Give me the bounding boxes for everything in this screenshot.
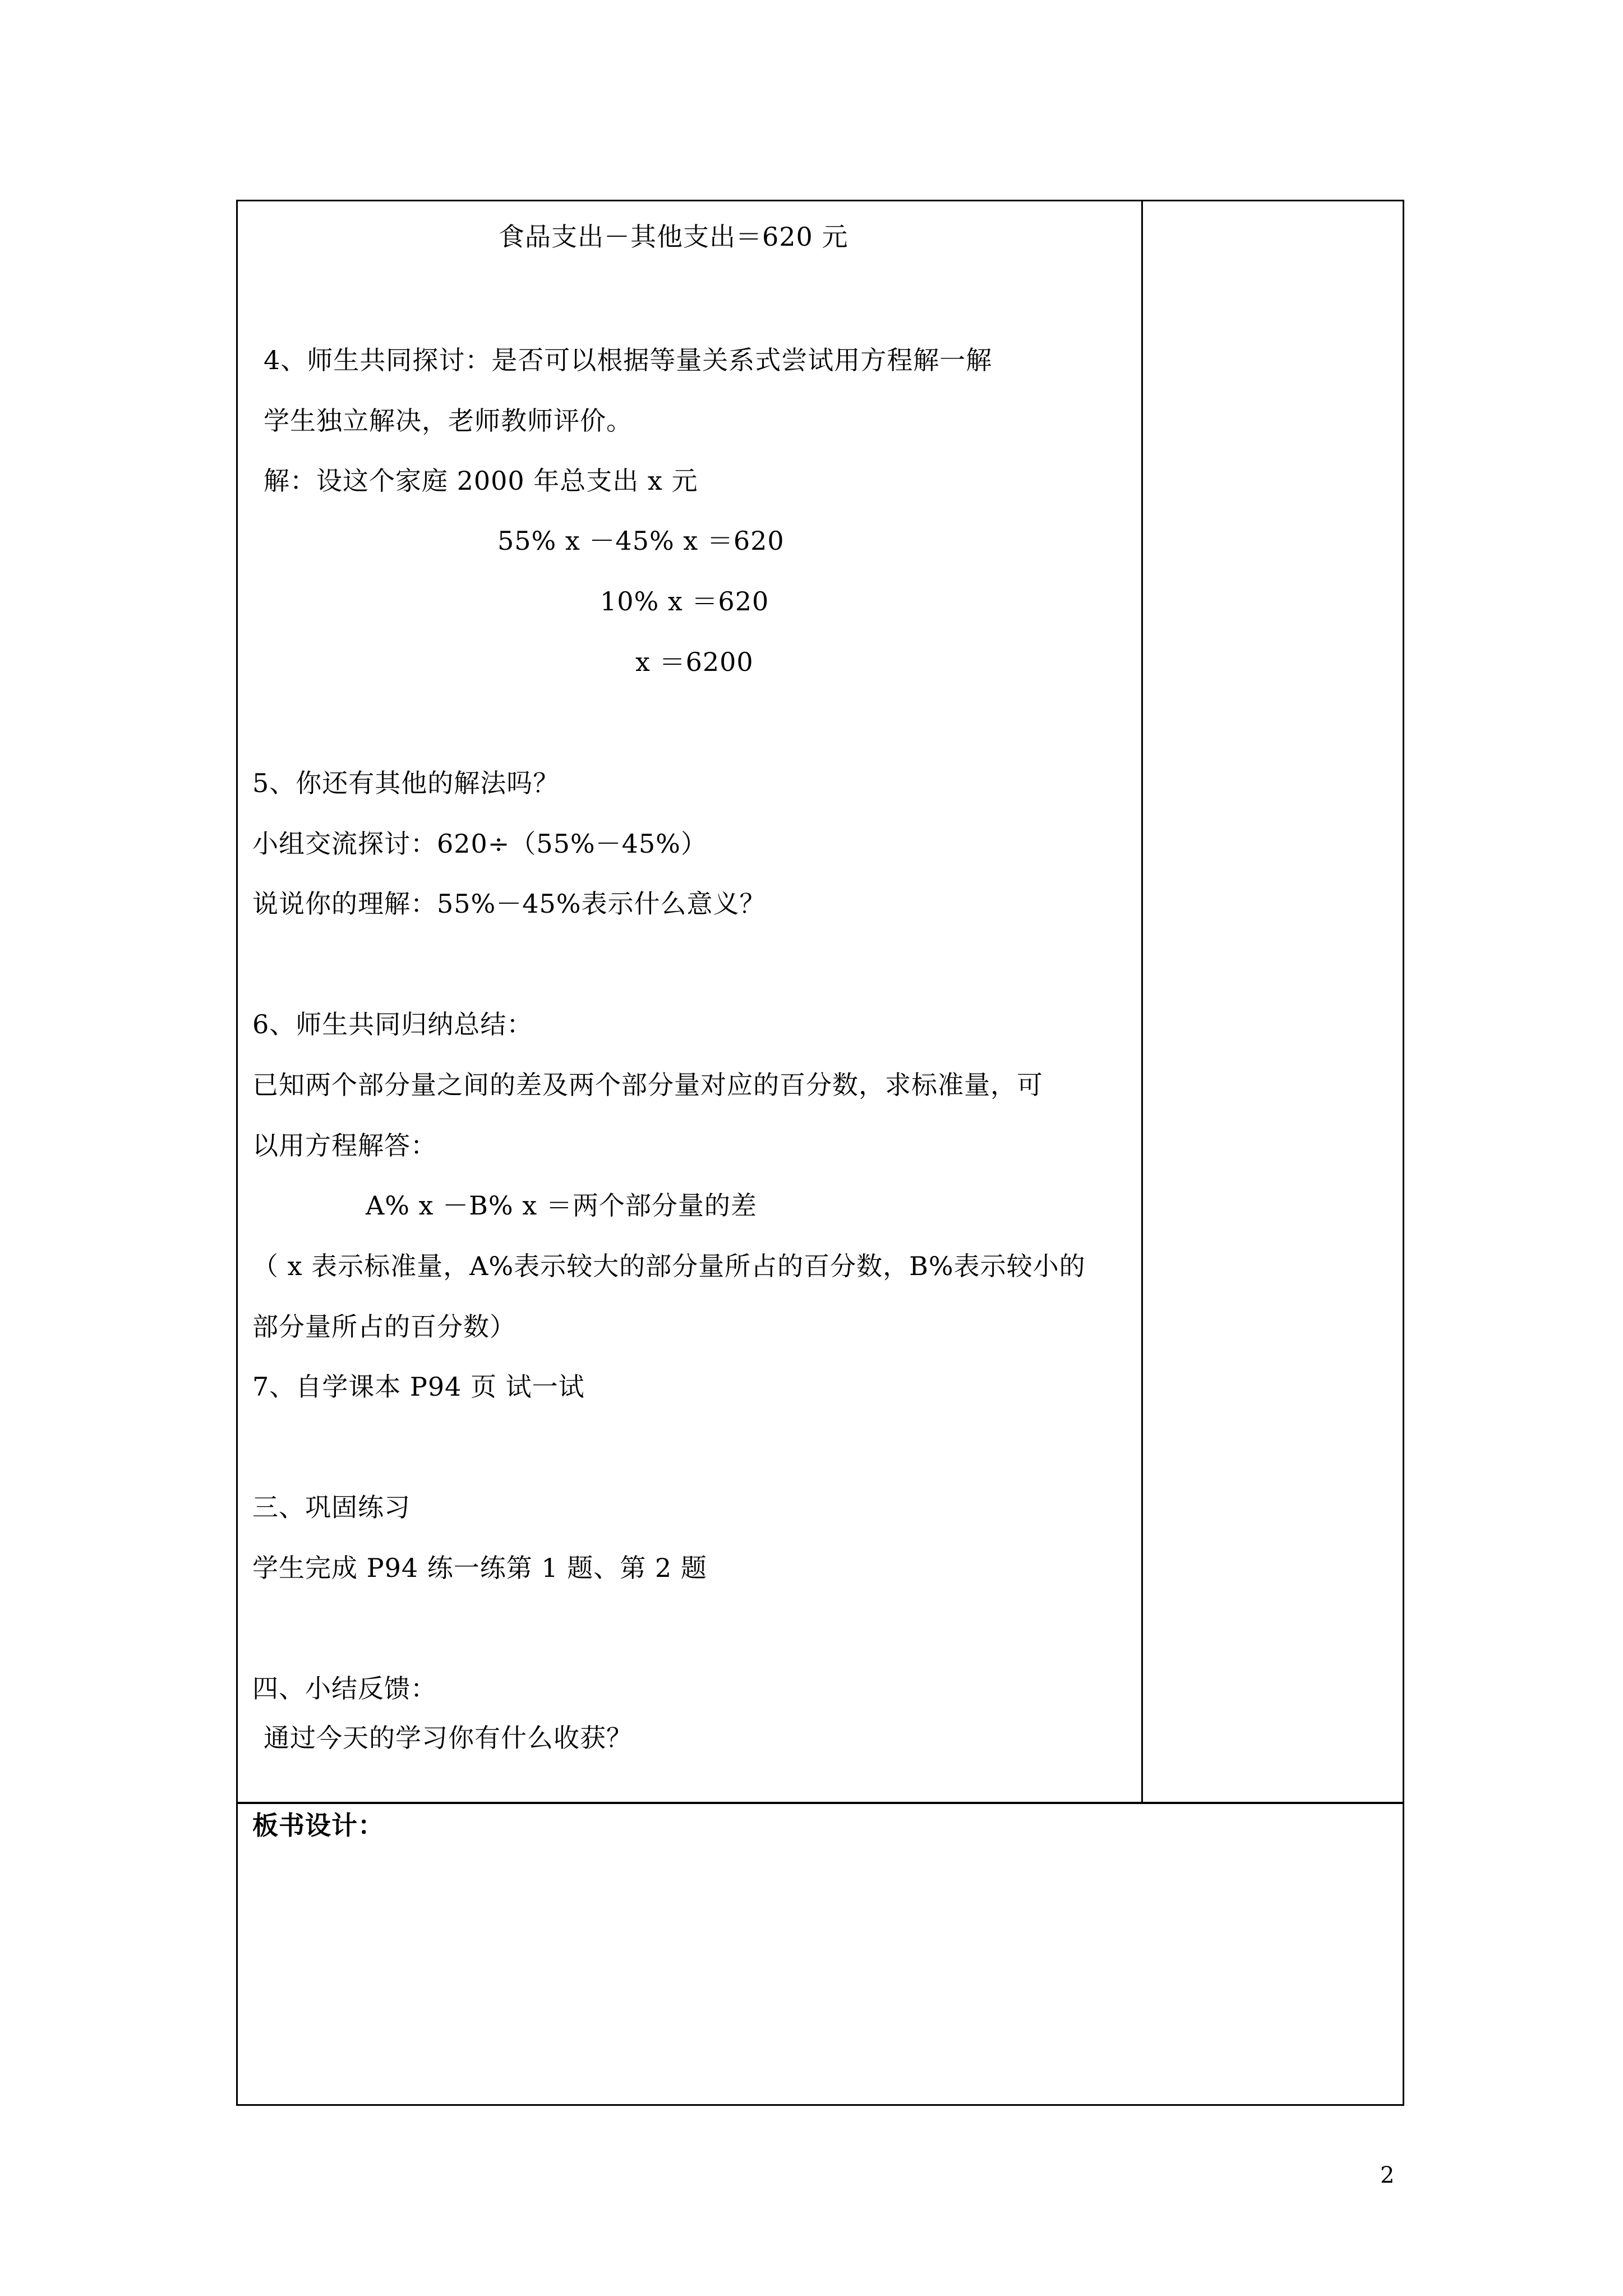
solve-line-3: x ＝6200 bbox=[635, 647, 754, 677]
equation-words: 食品支出－其他支出＝620 元 bbox=[499, 222, 849, 252]
board-design-label: 板书设计： bbox=[252, 1810, 384, 1841]
solve-line-2: 10% x ＝620 bbox=[600, 586, 769, 616]
solve-intro: 解：设这个家庭 2000 年总支出 x 元 bbox=[264, 466, 698, 496]
step6-line-2: 以用方程解答： bbox=[252, 1130, 437, 1161]
step6-title: 6、师生共同归纳总结： bbox=[252, 1009, 533, 1039]
section4-title: 四、小结反馈： bbox=[252, 1673, 437, 1704]
step6-formula: A% x －B% x ＝两个部分量的差 bbox=[366, 1190, 757, 1221]
step4-note: 学生独立解决，老师教师评价。 bbox=[264, 406, 633, 436]
column-divider bbox=[1141, 200, 1143, 1803]
step4-title: 4、师生共同探讨：是否可以根据等量关系式尝试用方程解一解 bbox=[264, 345, 993, 375]
section4-line: 通过今天的学习你有什么收获？ bbox=[264, 1723, 633, 1753]
step6-note-1: （ x 表示标准量，A%表示较大的部分量所占的百分数，B%表示较小的 bbox=[252, 1251, 1086, 1281]
step5-line-2: 说说你的理解：55%－45%表示什么意义？ bbox=[252, 889, 766, 919]
step6-line-1: 已知两个部分量之间的差及两个部分量对应的百分数，求标准量，可 bbox=[252, 1070, 1043, 1100]
section3-title: 三、巩固练习 bbox=[252, 1492, 411, 1522]
step5-title: 5、你还有其他的解法吗？ bbox=[252, 768, 560, 798]
page-number: 2 bbox=[1380, 2162, 1395, 2188]
step6-note-2: 部分量所占的百分数） bbox=[252, 1312, 516, 1342]
section3-line: 学生完成 P94 练一练第 1 题、第 2 题 bbox=[252, 1553, 707, 1583]
step5-line-1: 小组交流探讨：620÷（55%－45%） bbox=[252, 829, 707, 859]
step7: 7、自学课本 P94 页 试一试 bbox=[252, 1372, 585, 1402]
row-divider bbox=[236, 1802, 1404, 1804]
solve-line-1: 55% x －45% x ＝620 bbox=[497, 526, 785, 556]
